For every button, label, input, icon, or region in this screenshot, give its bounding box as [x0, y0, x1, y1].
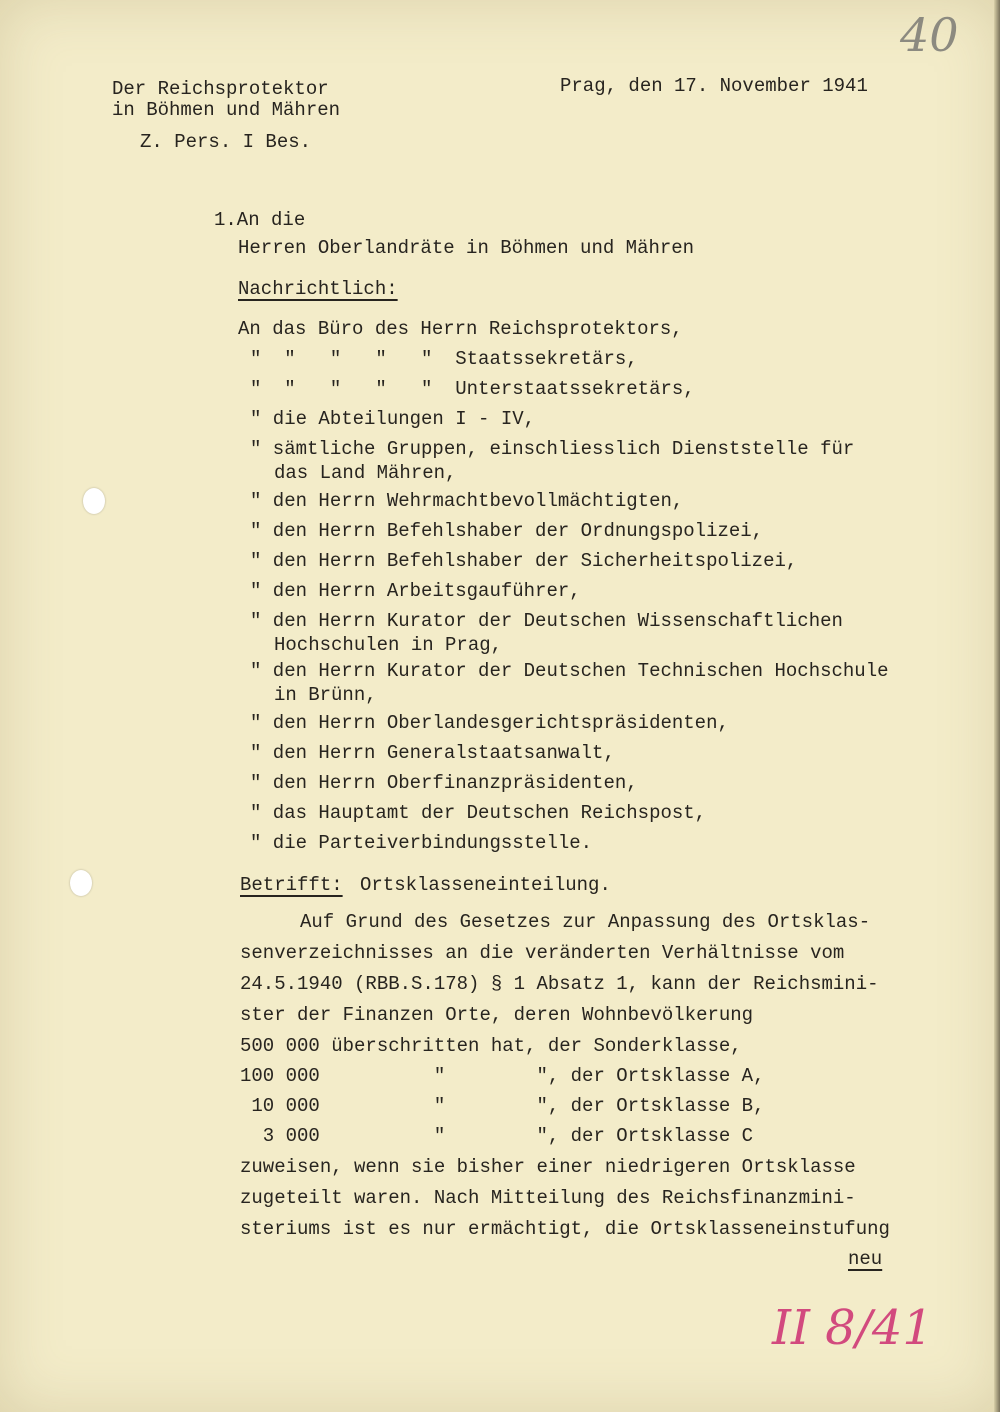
cc-item: " den Herrn Arbeitsgauführer, — [250, 580, 581, 602]
cc-item: " die Parteiverbindungsstelle. — [250, 832, 593, 854]
body-line: 3 000 " ", der Ortsklasse C — [240, 1125, 754, 1147]
archive-number: 40 — [900, 8, 959, 62]
cc-item: An das Büro des Herrn Reichsprotektors, — [238, 318, 683, 340]
punch-hole-top — [83, 488, 105, 514]
cc-item: " den Herrn Oberfinanzpräsidenten, — [250, 772, 638, 794]
subject-label: Betrifft: — [240, 874, 343, 896]
punch-hole-bottom — [70, 870, 92, 896]
cc-item-continuation: in Brünn, — [274, 684, 377, 706]
continuation-word: neu — [848, 1248, 883, 1270]
sender-line-2: in Böhmen und Mähren — [112, 99, 341, 121]
cc-item: " die Abteilungen I - IV, — [250, 408, 536, 430]
body-line: ster der Finanzen Orte, deren Wohnbevölkerung — [240, 1004, 754, 1026]
cc-item: " den Herrn Kurator der Deutschen Wissenschaftlichen — [250, 610, 843, 632]
cc-item: " den Herrn Wehrmachtbevollmächtigten, — [250, 490, 684, 512]
cc-item: " den Herrn Befehlshaber der Sicherheitspolizei, — [250, 550, 798, 572]
page-edge — [994, 0, 1000, 1412]
cc-item: " den Herrn Kurator der Deutschen Technischen Hochschule — [250, 660, 889, 682]
cc-item: " sämtliche Gruppen, einschliesslich Dienststelle für — [250, 438, 855, 460]
cc-item: " den Herrn Befehlshaber der Ordnungspolizei, — [250, 520, 764, 542]
body-line: Auf Grund des Gesetzes zur Anpassung des Ortsklas- — [300, 911, 871, 933]
subject-text: Ortsklasseneinteilung. — [360, 874, 611, 896]
recipient-line-2: Herren Oberlandräte in Böhmen und Mähren — [238, 237, 695, 259]
body-line: zuweisen, wenn sie bisher einer niedrigeren Ortsklasse — [240, 1156, 856, 1178]
cc-heading: Nachrichtlich: — [238, 278, 398, 300]
body-line: steriums ist es nur ermächtigt, die Ortsklasseneinstufung — [240, 1218, 890, 1240]
body-line: senverzeichnisses an die veränderten Verhältnisse vom — [240, 942, 845, 964]
body-line: 24.5.1940 (RBB.S.178) § 1 Absatz 1, kann der Reichsmini- — [240, 973, 879, 995]
cc-item: " den Herrn Oberlandesgerichtspräsidenten, — [250, 712, 729, 734]
place-date: Prag, den 17. November 1941 — [560, 75, 868, 97]
handwritten-file-note: II 8/41 — [772, 1300, 933, 1356]
cc-item-continuation: das Land Mähren, — [274, 462, 457, 484]
body-line: 500 000 überschritten hat, der Sonderklasse, — [240, 1035, 742, 1057]
cc-item: " den Herrn Generalstaatsanwalt, — [250, 742, 615, 764]
cc-item: " das Hauptamt der Deutschen Reichspost, — [250, 802, 707, 824]
recipient-line-1: 1.An die — [214, 209, 306, 231]
cc-item: " " " " " Staatssekretärs, — [250, 348, 638, 370]
body-line: 10 000 " ", der Ortsklasse B, — [240, 1095, 765, 1117]
cc-item: " " " " " Unterstaatssekretärs, — [250, 378, 695, 400]
body-line: 100 000 " ", der Ortsklasse A, — [240, 1065, 765, 1087]
sender-line-1: Der Reichsprotektor — [112, 78, 329, 100]
body-line: zugeteilt waren. Nach Mitteilung des Reichsfinanzmini- — [240, 1187, 856, 1209]
cc-item-continuation: Hochschulen in Prag, — [274, 634, 503, 656]
reference-code: Z. Pers. I Bes. — [140, 131, 312, 153]
